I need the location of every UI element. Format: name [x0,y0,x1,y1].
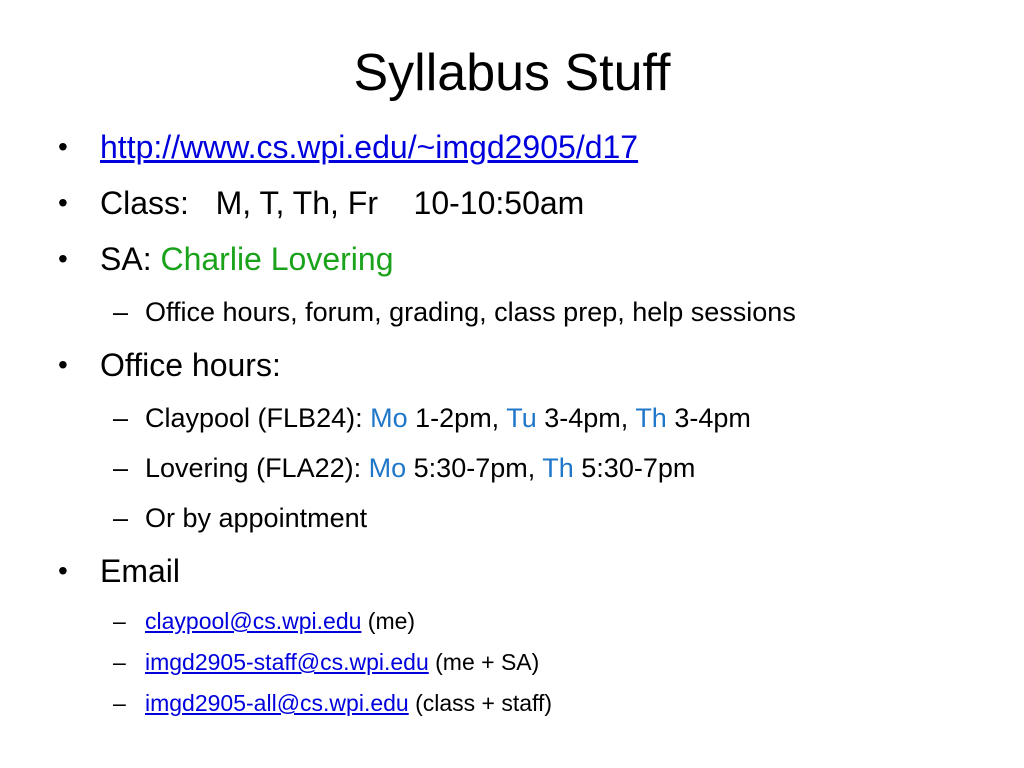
email-link-staff[interactable]: imgd2905-staff@cs.wpi.edu [145,649,429,675]
claypool-day-2: Tu [506,403,537,433]
claypool-time-1: 1-2pm, [415,403,500,433]
lovering-day-2: Th [542,453,574,483]
bullet-sa [58,234,998,290]
sub-bullet-email-all [58,684,998,725]
dash-icon: – [113,690,126,716]
slide-body [58,122,998,725]
lovering-time-1: 5:30-7pm, [413,453,536,483]
email-link-claypool[interactable]: claypool@cs.wpi.edu [145,608,362,634]
slide-title: Syllabus Stuff [353,44,671,102]
sub-bullet-email-staff [58,643,998,684]
bullet-dot-icon: • [58,187,68,218]
sub-bullet-claypool-hours [58,396,998,446]
sub-bullet-lovering-hours [58,446,998,496]
claypool-day-3: Th [635,403,667,433]
dash-icon: – [113,503,129,533]
sub-bullet-sa-duties [58,290,998,340]
office-hours-label: Office hours: [100,347,281,383]
bullet-dot-icon: • [58,349,68,380]
class-days: M, T, Th, Fr [215,185,378,221]
claypool-time-3: 3-4pm [674,403,751,433]
bullet-office-hours [58,340,998,396]
email-link-all[interactable]: imgd2905-all@cs.wpi.edu [145,690,409,716]
bullet-class-time [58,178,998,234]
class-time: 10-10:50am [413,185,585,221]
dash-icon: – [113,608,126,634]
claypool-label: Claypool (FLB24): [145,403,363,433]
sa-duties: Office hours, forum, grading, class prep, help sessions [145,297,796,327]
lovering-label: Lovering (FLA22): [145,453,362,483]
class-label: Class: [100,185,189,221]
lovering-time-2: 5:30-7pm [581,453,696,483]
email-note: (me + SA) [435,649,540,675]
bullet-course-url [58,122,998,178]
lovering-day-1: Mo [368,453,407,483]
email-note: (me) [367,608,416,634]
dash-icon: – [113,297,129,327]
bullet-dot-icon: • [58,555,68,586]
bullet-dot-icon: • [58,131,68,162]
course-url-link[interactable]: http://www.cs.wpi.edu/~imgd2905/d17 [100,129,639,165]
sa-label: SA: [100,241,152,277]
email-label: Email [100,553,181,589]
bullet-dot-icon: • [58,243,68,274]
bullet-email [58,546,998,602]
dash-icon: – [113,403,129,433]
sub-bullet-email-me [58,602,998,643]
claypool-day-1: Mo [370,403,408,433]
claypool-time-2: 3-4pm, [544,403,629,433]
dash-icon: – [113,453,129,483]
appointment-text: Or by appointment [145,503,368,533]
dash-icon: – [113,649,126,675]
sub-bullet-appointment [58,496,998,546]
email-note: (class + staff) [415,690,553,716]
sa-name: Charlie Lovering [160,241,394,277]
